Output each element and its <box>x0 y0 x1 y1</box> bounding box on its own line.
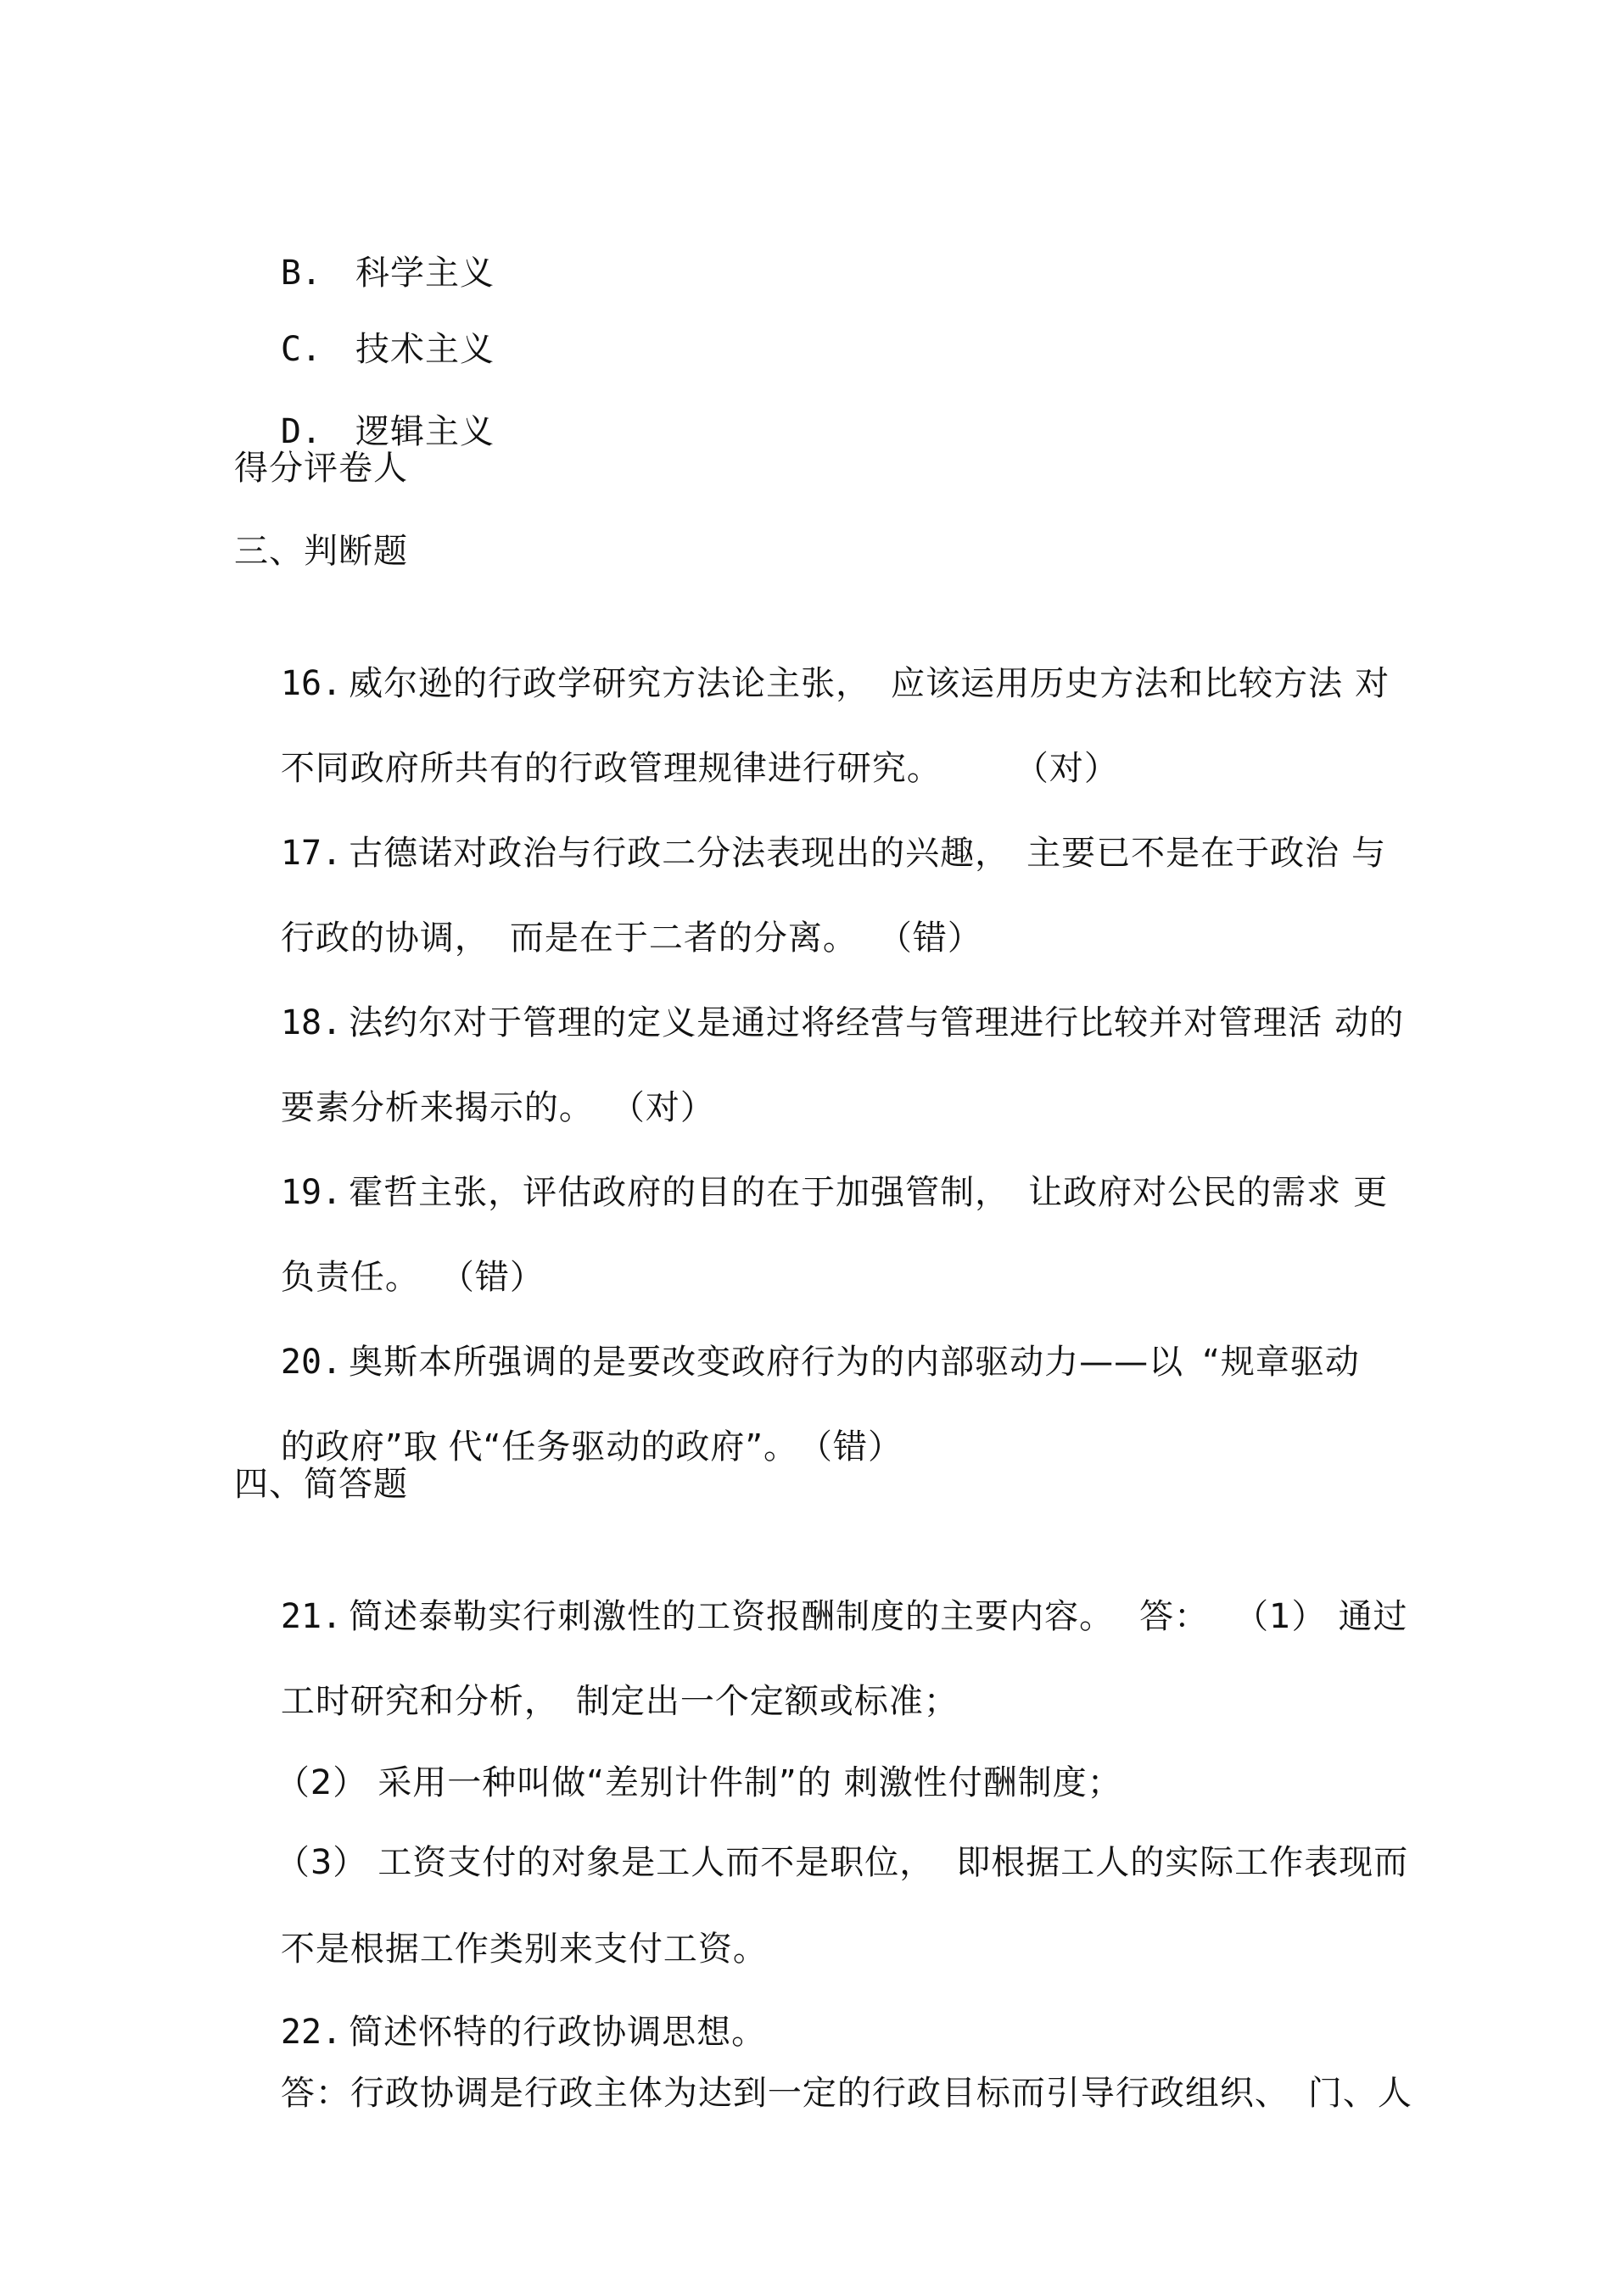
question-number: 17. <box>280 834 343 873</box>
answer-text: 刺激性付酬制度； <box>843 1763 1122 1802</box>
question-number: 19. <box>280 1173 343 1212</box>
section-title-judgement: 三、判断题 <box>234 532 408 571</box>
answer-text: 通过 <box>1338 1597 1408 1636</box>
question-number: 22. <box>280 2013 343 2052</box>
question-text: 主要已不是在于政治 <box>1026 834 1340 873</box>
question-22-answer <box>234 2022 1412 2165</box>
question-text: 威尔逊的行政学研究方法论主张， <box>349 664 871 703</box>
option-letter: C. <box>280 330 322 369</box>
answer-text: 答：行政协调是行政主体为达到一定的行政目标而引导行政组织、 <box>280 2074 1289 2113</box>
question-text: 法约尔对于管理的定义是通过将经营与管理进行比较并对管理活 <box>349 1003 1323 1042</box>
question-number: 18. <box>280 1003 343 1042</box>
option-letter: D. <box>280 412 322 451</box>
question-text: 而是在于二者的分离。 <box>509 919 858 958</box>
answer-text: 工时研究和分析， <box>280 1682 559 1721</box>
option-text: 科学主义 <box>355 254 495 293</box>
answer-text: 即根据工人的实际工作表现而 <box>956 1843 1409 1882</box>
question-text: “规章驱动 <box>1202 1343 1360 1382</box>
option-text: 技术主义 <box>355 330 495 369</box>
option-text: 逻辑主义 <box>355 412 495 451</box>
score-line: 得分评卷人 <box>234 449 408 488</box>
question-text: 古德诺对政治与行政二分法表现出的兴趣， <box>349 834 1010 873</box>
item-number: （2） <box>275 1763 368 1802</box>
question-text: 霍哲主张，评估政府的目的在于加强管制， <box>349 1173 1010 1212</box>
question-text: 对 <box>1355 664 1390 703</box>
answer-mark: （错） <box>798 1427 903 1466</box>
item-number: （3） <box>275 1843 368 1882</box>
question-text: 简述泰勒实行刺激性的工资报酬制度的主要内容。 <box>349 1597 1115 1636</box>
answer-text: 制定出一个定额或标准； <box>575 1682 959 1721</box>
answer-mark: （错） <box>877 919 982 958</box>
question-number: 21. <box>280 1597 343 1636</box>
section-title-short-answer: 四、简答题 <box>234 1465 408 1504</box>
question-text: 奥斯本所强调的是要改变政府行为的内部驱动力——以 <box>349 1343 1184 1382</box>
answer-label: 答： <box>1139 1597 1210 1636</box>
answer-mark: （错） <box>439 1258 545 1297</box>
answer-text: 不是根据工作类别来支付工资。 <box>280 1930 768 1969</box>
answer-mark: （对） <box>610 1088 715 1127</box>
item-number: （1） <box>1234 1597 1327 1636</box>
question-text: 让政府对公民的需求 <box>1028 1173 1342 1212</box>
question-text: 行政的协调， <box>280 919 489 958</box>
option-letter: B. <box>280 254 322 293</box>
question-text: 更 <box>1353 1173 1389 1212</box>
question-number: 16. <box>280 664 343 703</box>
question-number: 20. <box>280 1343 343 1382</box>
answer-text: 采用一种叫做“差别计件制”的 <box>378 1763 832 1802</box>
question-text: 要素分析来揭示的。 <box>280 1088 594 1127</box>
answer-text: 工资支付的对象是工人而不是职位， <box>378 1843 935 1882</box>
question-text: 的政府”取 <box>280 1427 439 1466</box>
question-text: 动的 <box>1334 1003 1405 1042</box>
question-text: 不同政府所共有的行政管理规律进行研究。 <box>280 749 942 788</box>
answer-mark: （对） <box>1014 749 1119 788</box>
question-text: 负责任。 <box>280 1258 420 1297</box>
question-text: 与 <box>1351 834 1387 873</box>
question-text: 代“任务驱动的政府”。 <box>448 1427 799 1466</box>
answer-text: 门、人 <box>1307 2074 1412 2113</box>
question-text: 应该运用历史方法和比较方法 <box>891 664 1344 703</box>
question-text: 简述怀特的行政协调思想。 <box>349 2013 767 2052</box>
